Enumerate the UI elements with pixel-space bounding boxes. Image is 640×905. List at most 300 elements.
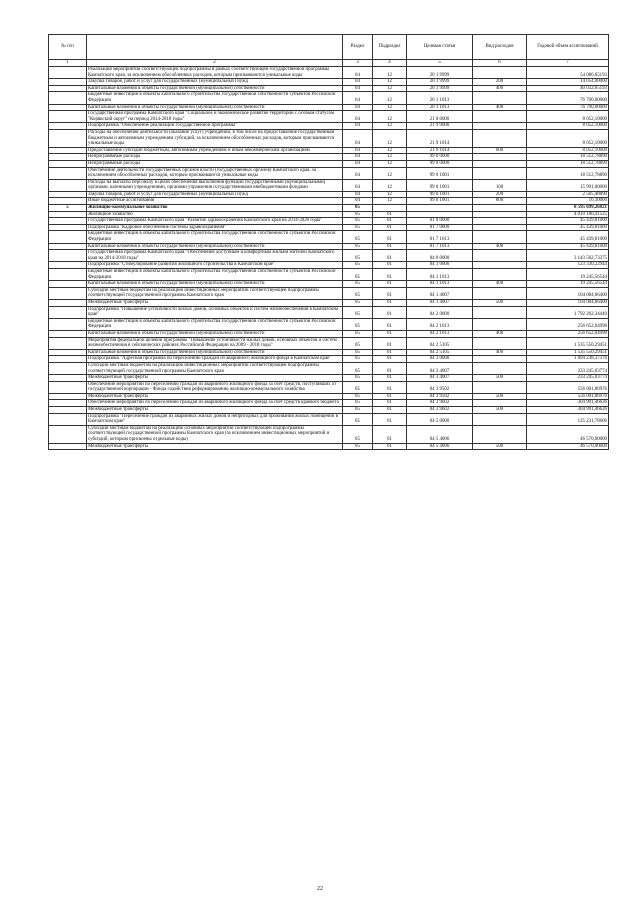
col-header-target: Целевая статья — [407, 35, 473, 60]
row-amount: 1 792 202,34449 — [527, 306, 609, 318]
row-number — [49, 250, 87, 262]
row-number — [49, 129, 87, 147]
row-section: 04 — [343, 147, 373, 154]
row-subsection: 01 — [373, 243, 407, 250]
row-expense-type — [473, 111, 527, 123]
row-number — [49, 425, 87, 443]
row-number — [49, 269, 87, 281]
row-expense-type — [473, 306, 527, 318]
row-subsection: 01 — [373, 318, 407, 330]
row-subsection: 01 — [373, 443, 407, 450]
row-section: 05 — [343, 443, 373, 450]
row-subsection: 01 — [373, 381, 407, 393]
row-section: 04 — [343, 67, 373, 79]
row-name: Межбюджетные трансферты — [87, 407, 343, 414]
table-row — [49, 85, 609, 92]
row-target-article: 04 1 0000 — [407, 262, 473, 269]
row-number — [49, 381, 87, 393]
table-row — [49, 375, 609, 382]
row-subsection: 01 — [373, 211, 407, 218]
table-row — [49, 413, 609, 425]
row-number — [49, 160, 87, 167]
row-amount: 256 652,04998 — [527, 318, 609, 330]
row-subsection: 01 — [373, 349, 407, 356]
row-section: 05 — [343, 330, 373, 337]
row-subsection: 12 — [373, 123, 407, 130]
row-section: 05 — [343, 375, 373, 382]
row-section: 05 — [343, 211, 373, 218]
row-target-article: 04 0 0000 — [407, 250, 473, 262]
table-row — [49, 205, 609, 212]
row-name: Закупка товаров, работ и услуг для государственных (муниципальных) нужд — [87, 79, 343, 86]
row-name: Реализация мероприятий соответствующей подпрограммы в рамках соответствующей государственной программы Камчатского края, за исключением обособленных расходов, которым присваиваются уникальные коды — [87, 67, 343, 79]
row-number — [49, 211, 87, 218]
row-amount: 18 512,78890 — [527, 154, 609, 161]
row-number — [49, 218, 87, 225]
col-number: 4 — [373, 60, 407, 67]
row-number — [49, 356, 87, 363]
col-header-num: № п/п — [49, 35, 87, 60]
row-amount: 8 052,10000 — [527, 111, 609, 123]
row-expense-type: 600 — [473, 147, 527, 154]
row-section: 05 — [343, 231, 373, 243]
table-row — [49, 231, 609, 243]
row-section: 05 — [343, 224, 373, 231]
table-row — [49, 306, 609, 318]
row-name: Мероприятия федеральной целевой программы "Повышение устойчивости жилых домов, основных объектов и систем жизнеобеспечения в сейсмических районах Российской Федерации на 2009 - 2018 годы" — [87, 337, 343, 349]
table-row — [49, 287, 609, 299]
row-subsection: 12 — [373, 92, 407, 104]
row-target-article: 04 3 9602 — [407, 400, 473, 407]
row-number — [49, 413, 87, 425]
row-number — [49, 111, 87, 123]
row-expense-type: 200 — [473, 191, 527, 198]
table-row — [49, 318, 609, 330]
row-expense-type — [473, 425, 527, 443]
row-amount: 233 245,03774 — [527, 375, 609, 382]
row-subsection: 01 — [373, 362, 407, 374]
row-amount: 76 700,00000 — [527, 104, 609, 111]
row-expense-type: 500 — [473, 443, 527, 450]
row-amount: 256 652,04998 — [527, 330, 609, 337]
row-target-article: 04 1 1013 — [407, 269, 473, 281]
row-section: 05 — [343, 218, 373, 225]
table-row — [49, 349, 609, 356]
row-number — [49, 243, 87, 250]
row-expense-type — [473, 218, 527, 225]
row-expense-type: 400 — [473, 281, 527, 288]
table-row — [49, 198, 609, 205]
row-expense-type — [473, 381, 527, 393]
row-name: Государственная программа Камчатского края "Развитие здравоохранения Камчатского края на 2014-2020 годы" — [87, 218, 343, 225]
col-number: 3 — [343, 60, 373, 67]
row-subsection: 01 — [373, 337, 407, 349]
row-name: Бюджетные инвестиции в объекты капитального строительства государственной собственности субъектов Российской Федерации — [87, 318, 343, 330]
row-amount: 45 439,81000 — [527, 231, 609, 243]
row-subsection: 01 — [373, 224, 407, 231]
row-target-article: 04 1 4007 — [407, 287, 473, 299]
row-amount: 45 439,81000 — [527, 243, 609, 250]
row-amount: 2 505,48890 — [527, 191, 609, 198]
table-row — [49, 79, 609, 86]
row-number — [49, 400, 87, 407]
row-subsection: 12 — [373, 104, 407, 111]
page-number: 22 — [317, 886, 323, 892]
row-number — [49, 287, 87, 299]
table-row — [49, 111, 609, 123]
col-header-section: Раздел — [343, 35, 373, 60]
row-name: Бюджетные инвестиции в объекты капитального строительства государственной собственности субъектов Российской Федерации — [87, 231, 343, 243]
row-subsection: 01 — [373, 356, 407, 363]
row-target-article: 21 9 1014 — [407, 147, 473, 154]
row-expense-type — [473, 400, 527, 407]
row-subsection: 01 — [373, 375, 407, 382]
row-amount: 8 052,10000 — [527, 123, 609, 130]
row-expense-type: 400 — [473, 104, 527, 111]
row-name: Закупка товаров, работ и услуг для государственных (муниципальных) нужд — [87, 191, 343, 198]
row-amount: 45 439,81000 — [527, 224, 609, 231]
row-target-article: 04 2 0000 — [407, 306, 473, 318]
row-subsection: 12 — [373, 129, 407, 147]
row-number — [49, 281, 87, 288]
row-target-article: 04 5 4006 — [407, 443, 473, 450]
row-section: 05 — [343, 337, 373, 349]
row-target-article: 99 0 0000 — [407, 160, 473, 167]
row-name: Обеспечение деятельности государственных органов власти (государственных органов) Камчатского края, за исключением обособленных расходов, которым присваиваются уникальные коды — [87, 167, 343, 179]
row-target-article: 99 0 1001 — [407, 179, 473, 191]
row-expense-type: 200 — [473, 79, 527, 86]
row-amount: 18 512,78890 — [527, 167, 609, 179]
row-section: 04 — [343, 79, 373, 86]
row-expense-type — [473, 337, 527, 349]
row-section: 04 — [343, 198, 373, 205]
row-expense-type — [473, 250, 527, 262]
row-section: 05 — [343, 299, 373, 306]
row-name: Межбюджетные трансферты — [87, 393, 343, 400]
row-section: 05 — [343, 318, 373, 330]
row-section: 05 — [343, 243, 373, 250]
table-row — [49, 250, 609, 262]
row-name: Бюджетные инвестиции в объекты капитального строительства государственной собственности субъектов Российской Федерации — [87, 92, 343, 104]
row-target-article: 21 9 0000 — [407, 123, 473, 130]
row-amount: 19 245,56544 — [527, 281, 609, 288]
table-row — [49, 281, 609, 288]
table-row — [49, 129, 609, 147]
row-target-article: 04 2 1013 — [407, 318, 473, 330]
row-name: Капитальные вложения в объекты государственной (муниципальной) собственности — [87, 281, 343, 288]
row-subsection: 01 — [373, 330, 407, 337]
row-name: Расходы на обеспечение деятельности (оказание услуг) учреждений, в том числе на предоставление государственным бюджетным и автономным учреждениям субсидий, за исключением обособленных расходов, которым присваиваются уникальные коды — [87, 129, 343, 147]
row-name: Подпрограмма "Обеспечение реализации государственной программы" — [87, 123, 343, 130]
row-target-article: 99 0 1001 — [407, 198, 473, 205]
row-number — [49, 224, 87, 231]
row-name: Государственная программа Камчатского края "Обеспечение доступным и комфортным жильем жителей Камчатского края на 2014-2018 годы" — [87, 250, 343, 262]
table-row — [49, 299, 609, 306]
col-header-subsection: Подраздел — [373, 35, 407, 60]
row-target-article: 20 1 1013 — [407, 104, 473, 111]
row-expense-type — [473, 231, 527, 243]
row-section: 04 — [343, 92, 373, 104]
row-name: Обеспечение мероприятий по переселению граждан из аварийного жилищного фонда за счет средств краевого бюджета — [87, 400, 343, 407]
row-name: Расходы на выплаты персоналу в целях обеспечения выполнения функций государственными (муниципальными) органами, казенными учреждениями, органами управления государственными внебюджетными фондами — [87, 179, 343, 191]
row-subsection: 01 — [373, 231, 407, 243]
col-number: 6 — [473, 60, 527, 67]
row-target-article: 21 9 1014 — [407, 129, 473, 147]
row-expense-type — [473, 362, 527, 374]
row-expense-type: 800 — [473, 198, 527, 205]
col-header-expense-type: Вид расходов — [473, 35, 527, 60]
table-row — [49, 400, 609, 407]
row-target-article: 04 3 0000 — [407, 356, 473, 363]
row-target-article: 20 1 9999 — [407, 85, 473, 92]
row-amount: 1 094 238,37376 — [527, 356, 609, 363]
row-section: 05 — [343, 400, 373, 407]
row-name: Предоставление субсидий бюджетным, автономным учреждениям и иным некоммерческим организациям — [87, 147, 343, 154]
table-row — [49, 123, 609, 130]
row-number — [49, 306, 87, 318]
row-section: 04 — [343, 179, 373, 191]
row-number — [49, 231, 87, 243]
row-name: Субсидии местным бюджетам на реализацию основных мероприятий соответствующей подпрограммы соответствующей государственной программы Камчатского края (за исключением инвестиционных мероприятий и субсидий, которым присвоены отдельные коды) — [87, 425, 343, 443]
row-amount: 304 991,46626 — [527, 407, 609, 414]
table-row — [49, 211, 609, 218]
row-name: Капитальные вложения в объекты государственной (муниципальной) собственности — [87, 85, 343, 92]
row-subsection: 01 — [373, 393, 407, 400]
row-section: 04 — [343, 129, 373, 147]
table-row — [49, 243, 609, 250]
table-row — [49, 167, 609, 179]
row-name: Подпрограмма "Кадровое обеспечение системы здравоохранения" — [87, 224, 343, 231]
row-name: Жилищное хозяйство — [87, 211, 343, 218]
table-row — [49, 356, 609, 363]
row-name: Межбюджетные трансферты — [87, 443, 343, 450]
row-subsection: 01 — [373, 269, 407, 281]
row-name: Капитальные вложения в объекты государственной (муниципальной) собственности — [87, 243, 343, 250]
row-section: 04 — [343, 111, 373, 123]
row-subsection: 01 — [373, 425, 407, 443]
table-row — [49, 179, 609, 191]
row-expense-type — [473, 413, 527, 425]
table-row — [49, 337, 609, 349]
table-row — [49, 381, 609, 393]
row-section: 05 — [343, 362, 373, 374]
row-section: 04 — [343, 85, 373, 92]
row-expense-type: 400 — [473, 349, 527, 356]
row-target-article: 20 1 9999 — [407, 79, 473, 86]
row-subsection: 01 — [373, 250, 407, 262]
row-expense-type: 500 — [473, 375, 527, 382]
row-number — [49, 92, 87, 104]
row-expense-type — [473, 67, 527, 79]
row-subsection: 01 — [373, 407, 407, 414]
row-subsection: 12 — [373, 154, 407, 161]
col-header-name — [87, 35, 343, 60]
row-amount: 18 512,78890 — [527, 160, 609, 167]
row-number — [49, 299, 87, 306]
row-subsection: 12 — [373, 160, 407, 167]
row-amount: 8 052,10000 — [527, 129, 609, 147]
row-subsection: 12 — [373, 79, 407, 86]
row-section: 05 — [343, 287, 373, 299]
row-number — [49, 407, 87, 414]
row-number — [49, 393, 87, 400]
row-number — [49, 147, 87, 154]
row-name: Капитальные вложения в объекты государственной (муниципальной) собственности — [87, 104, 343, 111]
row-target-article: 04 1 4007 — [407, 299, 473, 306]
table-row — [49, 262, 609, 269]
row-amount: 556 001,86976 — [527, 381, 609, 393]
row-target-article: 04 3 9502 — [407, 381, 473, 393]
row-expense-type: 500 — [473, 407, 527, 414]
row-expense-type — [473, 154, 527, 161]
row-section: 04 — [343, 123, 373, 130]
row-amount: 15 991,00000 — [527, 179, 609, 191]
header-numbers-row — [49, 60, 609, 67]
row-section: 04 — [343, 154, 373, 161]
table-row — [49, 67, 609, 79]
row-target-article: 99 0 0000 — [407, 154, 473, 161]
row-target-article: 99 0 1001 — [407, 167, 473, 179]
row-name: Межбюджетные трансферты — [87, 375, 343, 382]
row-expense-type — [473, 211, 527, 218]
row-subsection: 01 — [373, 299, 407, 306]
table-row — [49, 218, 609, 225]
row-target-article: 99 0 1001 — [407, 191, 473, 198]
row-subsection: 01 — [373, 218, 407, 225]
table-row — [49, 147, 609, 154]
row-section: 05 — [343, 381, 373, 393]
budget-table — [48, 34, 609, 450]
row-target-article — [407, 211, 473, 218]
row-amount: 8 595 699,26821 — [527, 205, 609, 212]
table-row — [49, 269, 609, 281]
row-subsection: 01 — [373, 287, 407, 299]
row-number — [49, 375, 87, 382]
row-subsection: 01 — [373, 400, 407, 407]
row-number — [49, 330, 87, 337]
col-number: 1 — [49, 60, 87, 67]
row-name: Межбюджетные трансферты — [87, 299, 343, 306]
row-target-article: 04 2 1013 — [407, 330, 473, 337]
row-number — [49, 123, 87, 130]
row-section: 05 — [343, 425, 373, 443]
col-header-amount: Годовой объем ассигнований — [527, 35, 609, 60]
table-row — [49, 154, 609, 161]
row-name: Обеспечение мероприятий по переселению граждан из аварийного жилищного фонда за счет средств, поступивших от государственной корпорации - Фонда содействия реформированию жилищно-коммунального хозяйства — [87, 381, 343, 393]
row-name: Бюджетные инвестиции в объекты капитального строительства государственной собственности субъектов Российской Федерации — [87, 269, 343, 281]
row-number — [49, 85, 87, 92]
row-target-article — [407, 205, 473, 212]
row-section: 05 — [343, 393, 373, 400]
row-amount: 46 570,00000 — [527, 425, 609, 443]
row-subsection: 12 — [373, 198, 407, 205]
row-section: 05 — [343, 356, 373, 363]
table-body — [49, 67, 609, 450]
row-expense-type — [473, 262, 527, 269]
row-number — [49, 79, 87, 86]
row-section: 05 — [343, 250, 373, 262]
row-number — [49, 179, 87, 191]
row-name: Подпрограмма "Стимулирование развития жилищного строительства в Камчатском крае" — [87, 262, 343, 269]
row-target-article: 04 5 0000 — [407, 413, 473, 425]
row-subsection: 01 — [373, 306, 407, 318]
row-number — [49, 191, 87, 198]
table-row — [49, 191, 609, 198]
row-expense-type — [473, 123, 527, 130]
row-target-article: 20 1 1013 — [407, 92, 473, 104]
col-number: 5 — [407, 60, 473, 67]
table-row — [49, 362, 609, 374]
table-row — [49, 224, 609, 231]
row-amount: 16,30000 — [527, 198, 609, 205]
row-number — [49, 154, 87, 161]
row-section: 05 — [343, 349, 373, 356]
row-section: 04 — [343, 160, 373, 167]
row-name: Государственная программа Камчатского края "Социальное и экономическое развитие территории с особым статусом "Корякский округ" на период 2014-2018 годы" — [87, 111, 343, 123]
row-amount: 1 535 550,29451 — [527, 349, 609, 356]
row-number — [49, 337, 87, 349]
col-number: 2 — [87, 60, 343, 67]
row-section: 05 — [343, 269, 373, 281]
row-section: 04 — [343, 167, 373, 179]
row-expense-type: 500 — [473, 299, 527, 306]
row-number — [49, 198, 87, 205]
row-expense-type — [473, 269, 527, 281]
row-subsection: 12 — [373, 111, 407, 123]
table-row — [49, 443, 609, 450]
row-expense-type — [473, 356, 527, 363]
row-section: 05 — [343, 205, 373, 212]
row-amount: 40 032,65193 — [527, 85, 609, 92]
row-amount: 4 010 180,41525 — [527, 211, 609, 218]
row-target-article: 04 1 1013 — [407, 281, 473, 288]
table-row — [49, 330, 609, 337]
row-section: 04 — [343, 104, 373, 111]
row-target-article: 04 3 9502 — [407, 393, 473, 400]
row-amount: 45 439,81000 — [527, 218, 609, 225]
row-section: 05 — [343, 306, 373, 318]
row-subsection: 12 — [373, 191, 407, 198]
row-section: 04 — [343, 191, 373, 198]
row-expense-type — [473, 224, 527, 231]
row-expense-type — [473, 160, 527, 167]
row-amount: 1 535 550,29451 — [527, 337, 609, 349]
row-amount: 54 086,65193 — [527, 67, 609, 79]
row-amount: 76 700,00000 — [527, 92, 609, 104]
row-section: 05 — [343, 281, 373, 288]
row-name: Подпрограмма "Адресная программа по переселению граждан из аварийного жилищного фонда в Камчатском крае" — [87, 356, 343, 363]
row-subsection: 01 — [373, 262, 407, 269]
row-name: Подпрограмма "Повышение устойчивости жилых домов, основных объектов и систем жизнеобеспечения в Камчатском крае" — [87, 306, 343, 318]
row-expense-type — [473, 129, 527, 147]
row-number — [49, 167, 87, 179]
row-section: 05 — [343, 262, 373, 269]
row-amount: 125 231,78606 — [527, 413, 609, 425]
row-target-article: 20 1 9999 — [407, 67, 473, 79]
row-name: Субсидии местным бюджетам на реализацию инвестиционных мероприятий соответствующей подпрограммы соответствующей государственной программы Камчатского края — [87, 362, 343, 374]
row-subsection: 01 — [373, 281, 407, 288]
row-amount: 556 001,86976 — [527, 393, 609, 400]
row-expense-type: 400 — [473, 243, 527, 250]
row-target-article: 01 0 0000 — [407, 218, 473, 225]
row-subsection: 12 — [373, 167, 407, 179]
row-subsection: 12 — [373, 85, 407, 92]
row-number — [49, 67, 87, 79]
row-subsection: 12 — [373, 147, 407, 154]
row-expense-type — [473, 287, 527, 299]
row-amount: 19 245,56544 — [527, 269, 609, 281]
row-number — [49, 362, 87, 374]
